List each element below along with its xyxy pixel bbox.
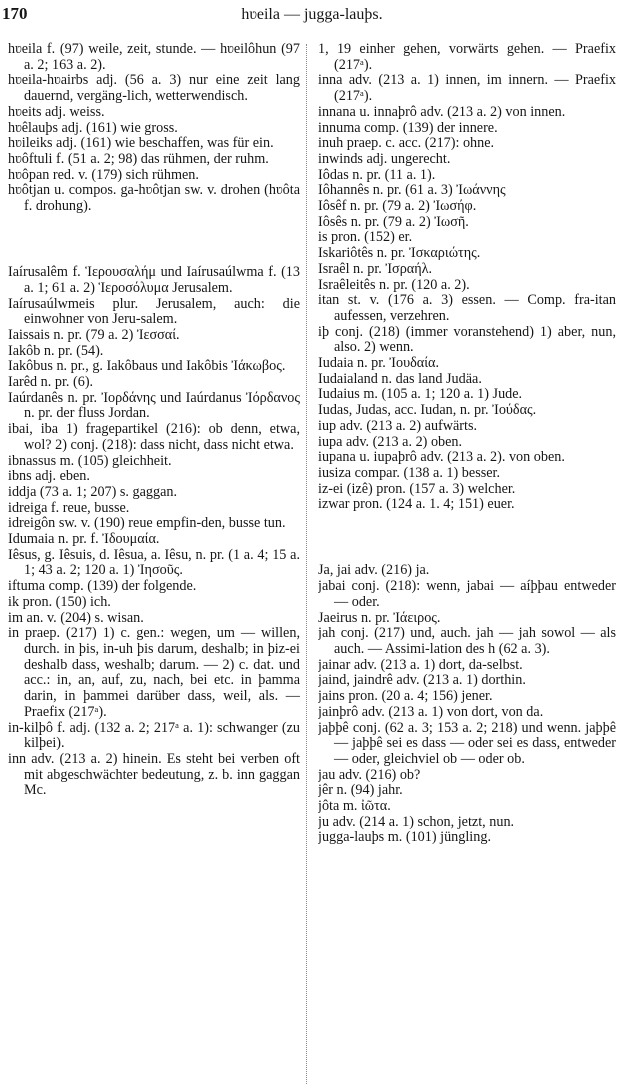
dictionary-entry: iz-ei (izê) pron. (157 a. 3) welcher. — [318, 480, 516, 497]
running-title: hʋeila — jugga-lauþs. — [241, 6, 383, 23]
dictionary-entry: iþ conj. (218) (immer voranstehend) 1) aber, nun, also. 2) wenn. — [318, 323, 616, 356]
dictionary-entry: Iôhannês n. pr. (61 a. 3) Ἰωάννης — [318, 182, 506, 199]
dictionary-entry: ibnassus m. (105) gleichheit. — [8, 452, 172, 469]
dictionary-entry: hʋeits adj. weiss. — [8, 103, 105, 120]
dictionary-entry: Israêleitês n. pr. (120 a. 2). — [318, 276, 470, 293]
dictionary-entry: jaind, jaindrê adv. (213 a. 1) dorthin. — [318, 672, 526, 689]
page-number: 170 — [2, 4, 28, 23]
dictionary-entry: 1, 19 einher gehen, vorwärts gehen. — Praefix (217ᵃ). — [318, 42, 616, 73]
dictionary-entry: hʋôftuli f. (51 a. 2; 98) das rühmen, der ruhm. — [8, 150, 269, 167]
dictionary-entry: Iakôbus n. pr., g. Iakôbaus und Iakôbis Ἰάκωβος. — [8, 358, 286, 375]
dictionary-entry: jainþrô adv. (213 a. 1) von dort, von da. — [318, 703, 544, 720]
dictionary-entry: iddja (73 a. 1; 207) s. gaggan. — [8, 483, 178, 500]
dictionary-entry: Iudaia n. pr. Ἰουδαία. — [318, 355, 440, 372]
dictionary-entry: ik pron. (150) ich. — [8, 593, 111, 610]
dictionary-entry: Iôdas n. pr. (11 a. 1). — [318, 166, 436, 183]
dictionary-entry: jêr n. (94) jahr. — [318, 782, 403, 799]
dictionary-entry: izwar pron. (124 a. 1. 4; 151) euer. — [318, 496, 515, 513]
dictionary-entry: Iudaialand n. das land Judäa. — [318, 370, 482, 387]
right-column — [318, 42, 616, 846]
dictionary-entry: jainar adv. (213 a. 1) dort, da-selbst. — [318, 656, 523, 673]
dictionary-entry: Iôsês n. pr. (79 a. 2) Ἰωσῆ. — [318, 213, 469, 230]
dictionary-entry: hʋôpan red. v. (179) sich rühmen. — [8, 166, 199, 183]
dictionary-entry: Iaírusalêm f. Ἱερουσαλήμ und Iaírusaúlwma f. (13 a. 1; 61 a. 2) Ἱεροσόλυμα Jerusalem. — [8, 264, 300, 296]
dictionary-entry: iusiza compar. (138 a. 1) besser. — [318, 464, 501, 481]
dictionary-entry: hʋôtjan u. compos. ga-hʋôtjan sw. v. drohen (hʋôta f. drohung). — [8, 182, 300, 215]
dictionary-entry: Ja, jai adv. (216) ja. — [318, 562, 430, 579]
dictionary-entry: iupa adv. (213 a. 2) oben. — [318, 433, 463, 450]
dictionary-entry: jains pron. (20 a. 4; 156) jener. — [318, 688, 493, 705]
dictionary-entry: jôta m. ἰῶτα. — [318, 798, 391, 815]
dictionary-entry: inna adv. (213 a. 1) innen, im innern. — Praefix (217ᵃ). — [318, 72, 616, 105]
dictionary-entry: Iskariôtês n. pr. Ἰσκαριώτης. — [318, 245, 481, 262]
dictionary-entry: is pron. (152) er. — [318, 229, 413, 246]
dictionary-entry: ju adv. (214 a. 1) schon, jetzt, nun. — [318, 813, 515, 830]
dictionary-entry: Iaúrdanês n. pr. Ἰορδάνης und Iaúrdanus Ἰόρδανος n. pr. der fluss Jordan. — [8, 389, 300, 422]
dictionary-entry: in-kilþô f. adj. (132 a. 2; 217ᵃ a. 1): schwanger (zu kilþei). — [8, 719, 300, 752]
dictionary-entry: Iêsus, g. Iêsuis, d. Iêsua, a. Iêsu, n. pr. (1 a. 4; 15 a. 1; 43 a. 2; 120 a. 1) Ἰησοῦς. — [8, 546, 300, 579]
dictionary-entry: Iakôb n. pr. (54). — [8, 342, 104, 359]
dictionary-entry: Iôsêf n. pr. (79 a. 2) Ἰωσήφ. — [318, 198, 477, 215]
left-column — [8, 42, 300, 799]
dictionary-entry: itan st. v. (176 a. 3) essen. — Comp. fra-itan aufessen, verzehren. — [318, 292, 616, 324]
dictionary-entry: innuma comp. (139) der innere. — [318, 119, 498, 136]
dictionary-entry: inn adv. (213 a. 2) hinein. Es steht bei verben oft mit abgeschwächter bedeutung, z. b. inn gaggan Mc. — [8, 750, 300, 799]
dictionary-entry: jabai conj. (218): wenn, jabai — aíþþau entweder — oder. — [318, 578, 616, 610]
column-divider — [306, 44, 307, 1084]
dictionary-entry: Iarêd n. pr. (6). — [8, 374, 94, 391]
dictionary-entry: in praep. (217) 1) c. gen.: wegen, um — willen, durch. in þis, in-uh þis darum, deshalb; in þiz-ei deshalb dass, weshalb; darum. — 2) c. dat. und acc.: in, an, auf, zu, nach, bei etc. in þamma darin, in þammei darüber dass, weil, als. — Praefix (217ᵃ). — [8, 625, 300, 720]
section-gap — [318, 527, 616, 549]
dictionary-entry: hʋeila f. (97) weile, zeit, stunde. — hʋeilôhun (97 a. 2; 163 a. 2). — [8, 42, 300, 73]
page-header — [0, 2, 624, 32]
dictionary-entry: hʋileiks adj. (161) wie beschaffen, was für ein. — [8, 135, 274, 152]
dictionary-entry: jau adv. (216) ob? — [318, 766, 421, 783]
dictionary-entry: jah conj. (217) und, auch. jah — jah sowol — als auch. — Assimi-lation des h (62 a. 3). — [318, 625, 616, 657]
dictionary-entry: iup adv. (213 a. 2) aufwärts. — [318, 417, 478, 434]
dictionary-entry: Iudaius m. (105 a. 1; 120 a. 1) Jude. — [318, 386, 523, 403]
dictionary-entry: inuh praep. c. acc. (217): ohne. — [318, 135, 495, 152]
dictionary-entry: im an. v. (204) s. wisan. — [8, 609, 144, 626]
dictionary-entry: idreigôn sw. v. (190) reue empfin-den, busse tun. — [8, 515, 286, 532]
dictionary-entry: Iaírusaúlwmeis plur. Jerusalem, auch: die einwohner von Jeru-salem. — [8, 295, 300, 328]
dictionary-entry: Iaissais n. pr. (79 a. 2) Ἰεσσαί. — [8, 326, 180, 343]
dictionary-entry: hʋeila-hʋairbs adj. (56 a. 3) nur eine zeit lang dauernd, vergäng-lich, wetterwendisch. — [8, 72, 300, 105]
dictionary-entry: hʋêlauþs adj. (161) wie gross. — [8, 119, 178, 136]
section-gap — [8, 229, 300, 251]
dictionary-entry: iupana u. iupaþrô adv. (213 a. 2). von oben. — [318, 449, 565, 466]
dictionary-entry: Idumaia n. pr. f. Ἰδουμαία. — [8, 531, 160, 548]
dictionary-entry: Jaeirus n. pr. Ἰάειρος. — [318, 609, 441, 626]
dictionary-entry: ibai, iba 1) fragepartikel (216): ob denn, etwa, wol? 2) conj. (218): dass nicht, dass nicht etwa. — [8, 421, 300, 453]
dictionary-entry: Israêl n. pr. Ἰσραήλ. — [318, 260, 433, 277]
dictionary-entry: iftuma comp. (139) der folgende. — [8, 578, 197, 595]
dictionary-entry: ibns adj. eben. — [8, 468, 90, 485]
dictionary-entry: idreiga f. reue, busse. — [8, 499, 130, 516]
dictionary-entry: jugga-lauþs m. (101) jüngling. — [318, 829, 491, 846]
dictionary-entry: inwinds adj. ungerecht. — [318, 150, 451, 167]
dictionary-entry: Iudas, Judas, acc. Iudan, n. pr. Ἰούδας. — [318, 402, 537, 419]
dictionary-entry: jaþþê conj. (62 a. 3; 153 a. 2; 218) und wenn. jaþþê — jaþþê sei es dass — oder sei es dass, entweder — oder, gleichviel ob — oder ob. — [318, 719, 616, 767]
dictionary-entry: innana u. innaþrô adv. (213 a. 2) von innen. — [318, 103, 566, 120]
